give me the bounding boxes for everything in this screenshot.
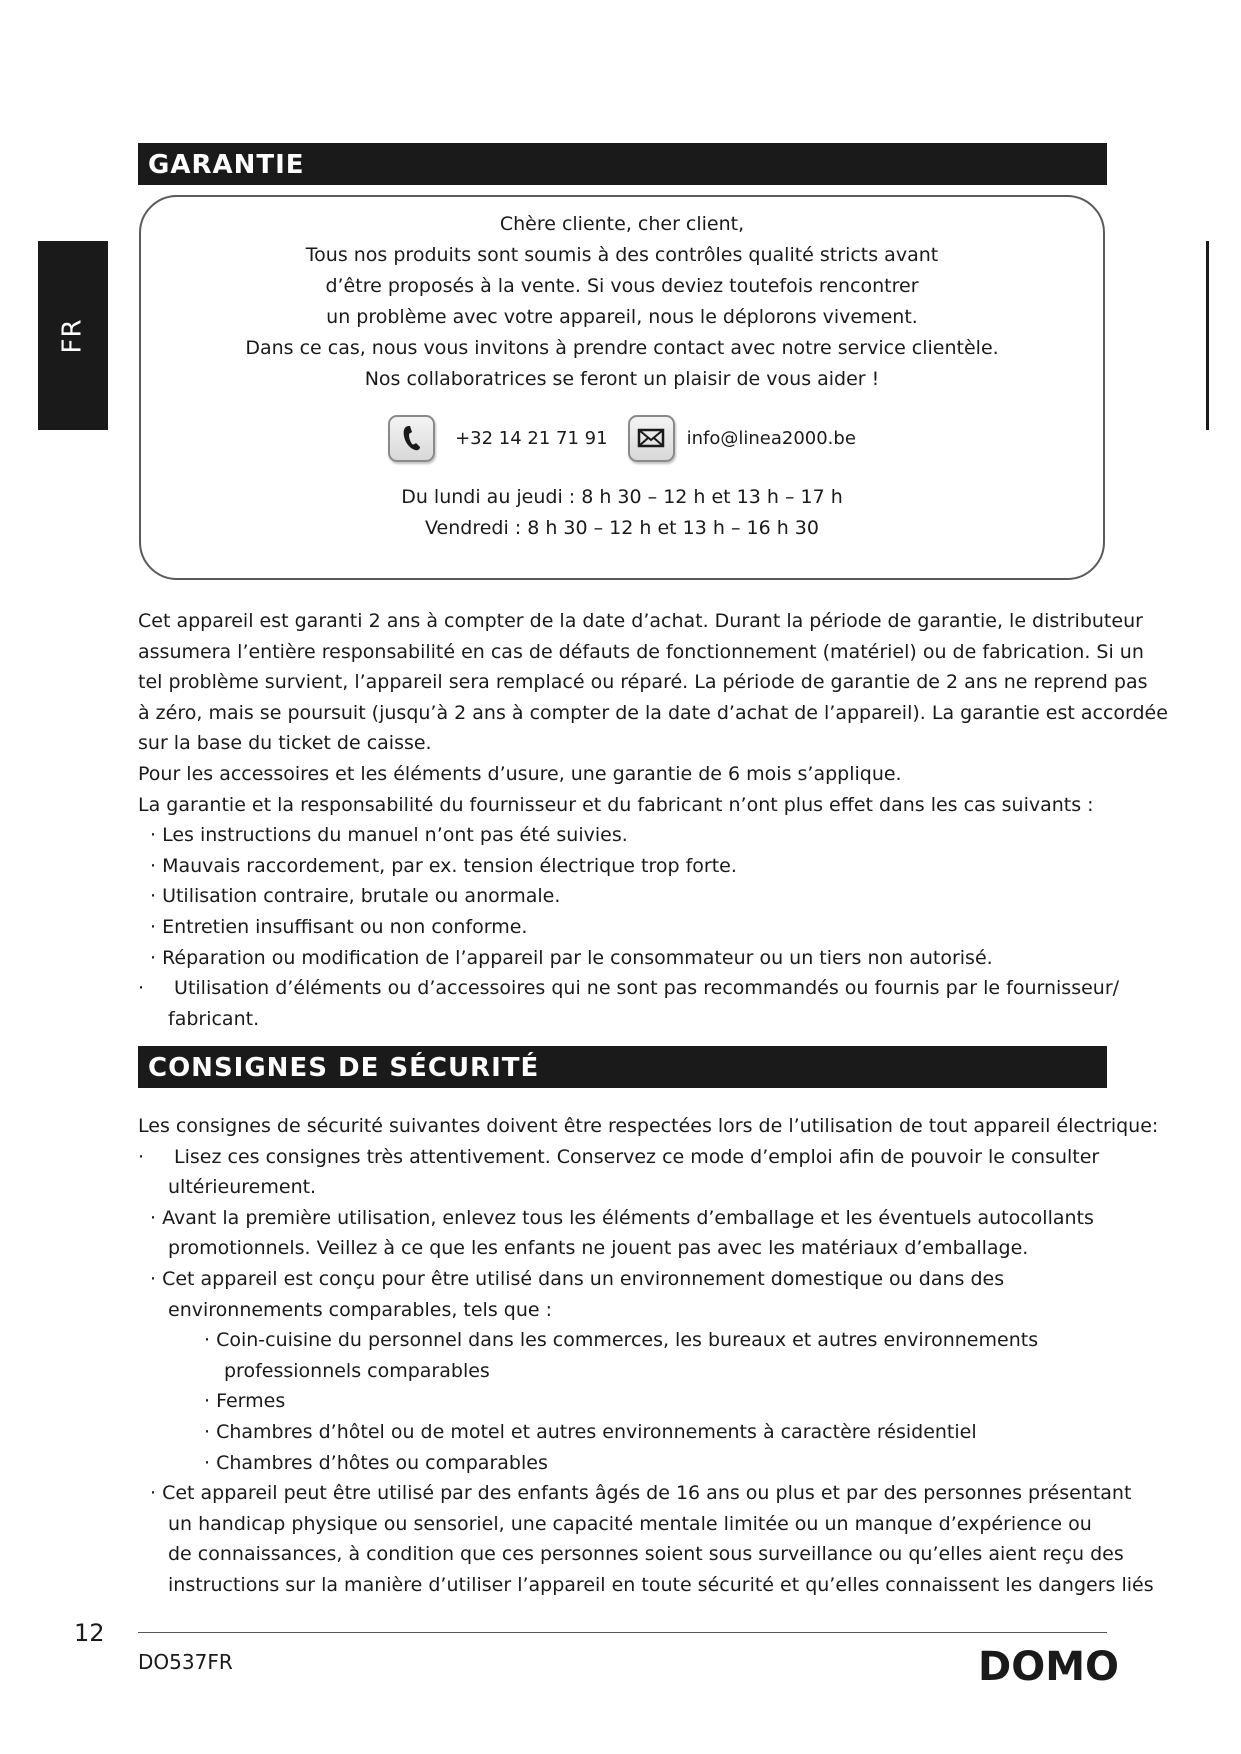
list-item-text: Lisez ces consignes très attentivement. Conservez ce mode d’emploi afin de pouvoir le consulter (174, 1145, 1100, 1168)
footer-divider (138, 1632, 1107, 1633)
garantie-body (138, 606, 1168, 1034)
intro-line: Les consignes de sécurité suivantes doivent être respectées lors de l’utilisation de tout appareil électrique: (138, 1115, 1159, 1137)
list-item-continuation: un handicap physique ou sensoriel, une capacité mentale limitée ou un manque d’expérience ou (168, 1512, 1092, 1535)
language-tab (38, 241, 108, 430)
list-item: · Cet appareil est conçu pour être utilisé dans un environnement domestique ou dans des (150, 1267, 1005, 1290)
hours-line: Vendredi : 8 h 30 – 12 h et 13 h – 16 h 30 (425, 517, 819, 539)
list-item (138, 1142, 1113, 1173)
list-item: · Avant la première utilisation, enlevez tous les éléments d’emballage et les éventuels autocollants (150, 1206, 1094, 1229)
message-line: Chère cliente, cher client, (499, 213, 745, 235)
bullet-mark: · (138, 1145, 145, 1168)
page-number: 12 (74, 1619, 105, 1647)
contact-row (141, 413, 1103, 463)
section-title-securite: CONSIGNES DE SÉCURITÉ (138, 1046, 1107, 1088)
message-line: Tous nos produits sont soumis à des contrôles qualité stricts avant (305, 244, 939, 266)
securite-body (138, 1111, 1159, 1601)
margin-rule (1206, 241, 1209, 430)
sub-list-item-continuation: professionnels comparables (224, 1359, 490, 1382)
list-item-continuation: de connaissances, à condition que ces personnes soient sous surveillance ou qu’elles aient reçu des (168, 1543, 1124, 1566)
hours-line: Du lundi au jeudi : 8 h 30 – 12 h et 13 h – 17 h (401, 486, 843, 508)
bullet-mark: · (138, 977, 145, 1000)
paragraph-line: assumera l’entière responsabilité en cas de défauts de fonctionnement (matériel) ou de fabrication. Si un (138, 640, 1144, 663)
language-tab-label: FR (58, 317, 88, 354)
paragraph-line: La garantie et la responsabilité du fournisseur et du fabricant n’ont plus effet dans les cas suivants : (138, 793, 1094, 816)
list-item (138, 973, 1120, 1004)
message-line: Dans ce cas, nous vous invitons à prendre contact avec notre service clientèle. (245, 337, 999, 359)
envelope-icon (628, 415, 675, 462)
paragraph-line: Pour les accessoires et les éléments d’usure, une garantie de 6 mois s’applique. (138, 762, 902, 785)
sub-list-item: · Chambres d’hôtes ou comparables (204, 1451, 548, 1474)
paragraph-line: à zéro, mais se poursuit (jusqu’à 2 ans à compter de la date d’achat de l’appareil). La garantie est accordée (138, 701, 1168, 724)
email-link[interactable]: info@linea2000.be (686, 427, 856, 449)
list-item: · Réparation ou modification de l’appareil par le consommateur ou un tiers non autorisé. (150, 946, 993, 969)
list-item-continuation: instructions sur la manière d’utiliser l’appareil en toute sécurité et qu’elles connaissent les dangers liés (168, 1573, 1154, 1596)
message-line: d’être proposés à la vente. Si vous deviez toutefois rencontrer (325, 275, 919, 297)
sub-list-item: · Coin-cuisine du personnel dans les commerces, les bureaux et autres environnements (204, 1329, 1039, 1352)
phone-number[interactable]: +32 14 21 71 91 (455, 427, 608, 449)
list-item: · Les instructions du manuel n’ont pas été suivies. (150, 824, 628, 847)
message-line: Nos collaboratrices se feront un plaisir de vous aider ! (364, 368, 880, 390)
paragraph-line: tel problème survient, l’appareil sera remplacé ou réparé. La période de garantie de 2 ans ne reprend pas (138, 671, 1148, 694)
section-title-garantie: GARANTIE (138, 143, 1107, 185)
list-item: · Cet appareil peut être utilisé par des enfants âgés de 16 ans ou plus et par des personnes présentant (150, 1482, 1132, 1505)
sub-list-item: · Fermes (204, 1390, 286, 1413)
paragraph-line: sur la base du ticket de caisse. (138, 732, 432, 755)
list-item: · Utilisation contraire, brutale ou anormale. (150, 885, 561, 908)
list-item-text: Utilisation d’éléments ou d’accessoires qui ne sont pas recommandés ou fournis par le fournisseur/ (174, 977, 1120, 1000)
list-item: · Entretien insuffisant ou non conforme. (150, 915, 528, 938)
customer-service-message (141, 209, 1103, 395)
sub-list-item: · Chambres d’hôtel ou de motel et autres environnements à caractère résidentiel (204, 1420, 977, 1443)
list-item: · Mauvais raccordement, par ex. tension électrique trop forte. (150, 854, 737, 877)
list-item-continuation: environnements comparables, tels que : (168, 1298, 553, 1321)
list-item-continuation: promotionnels. Veillez à ce que les enfants ne jouent pas avec les matériaux d’emballage. (168, 1237, 1029, 1260)
opening-hours (141, 482, 1103, 544)
message-line: un problème avec votre appareil, nous le déplorons vivement. (326, 306, 918, 328)
list-item-continuation: ultérieurement. (168, 1176, 317, 1199)
phone-icon (388, 415, 435, 462)
customer-service-box (139, 195, 1105, 580)
brand-logo: DOMO (978, 1644, 1120, 1690)
model-number: DO537FR (138, 1650, 233, 1674)
list-item-continuation: fabricant. (168, 1007, 260, 1030)
paragraph-line: Cet appareil est garanti 2 ans à compter de la date d’achat. Durant la période de garantie, le distributeur (138, 610, 1143, 632)
